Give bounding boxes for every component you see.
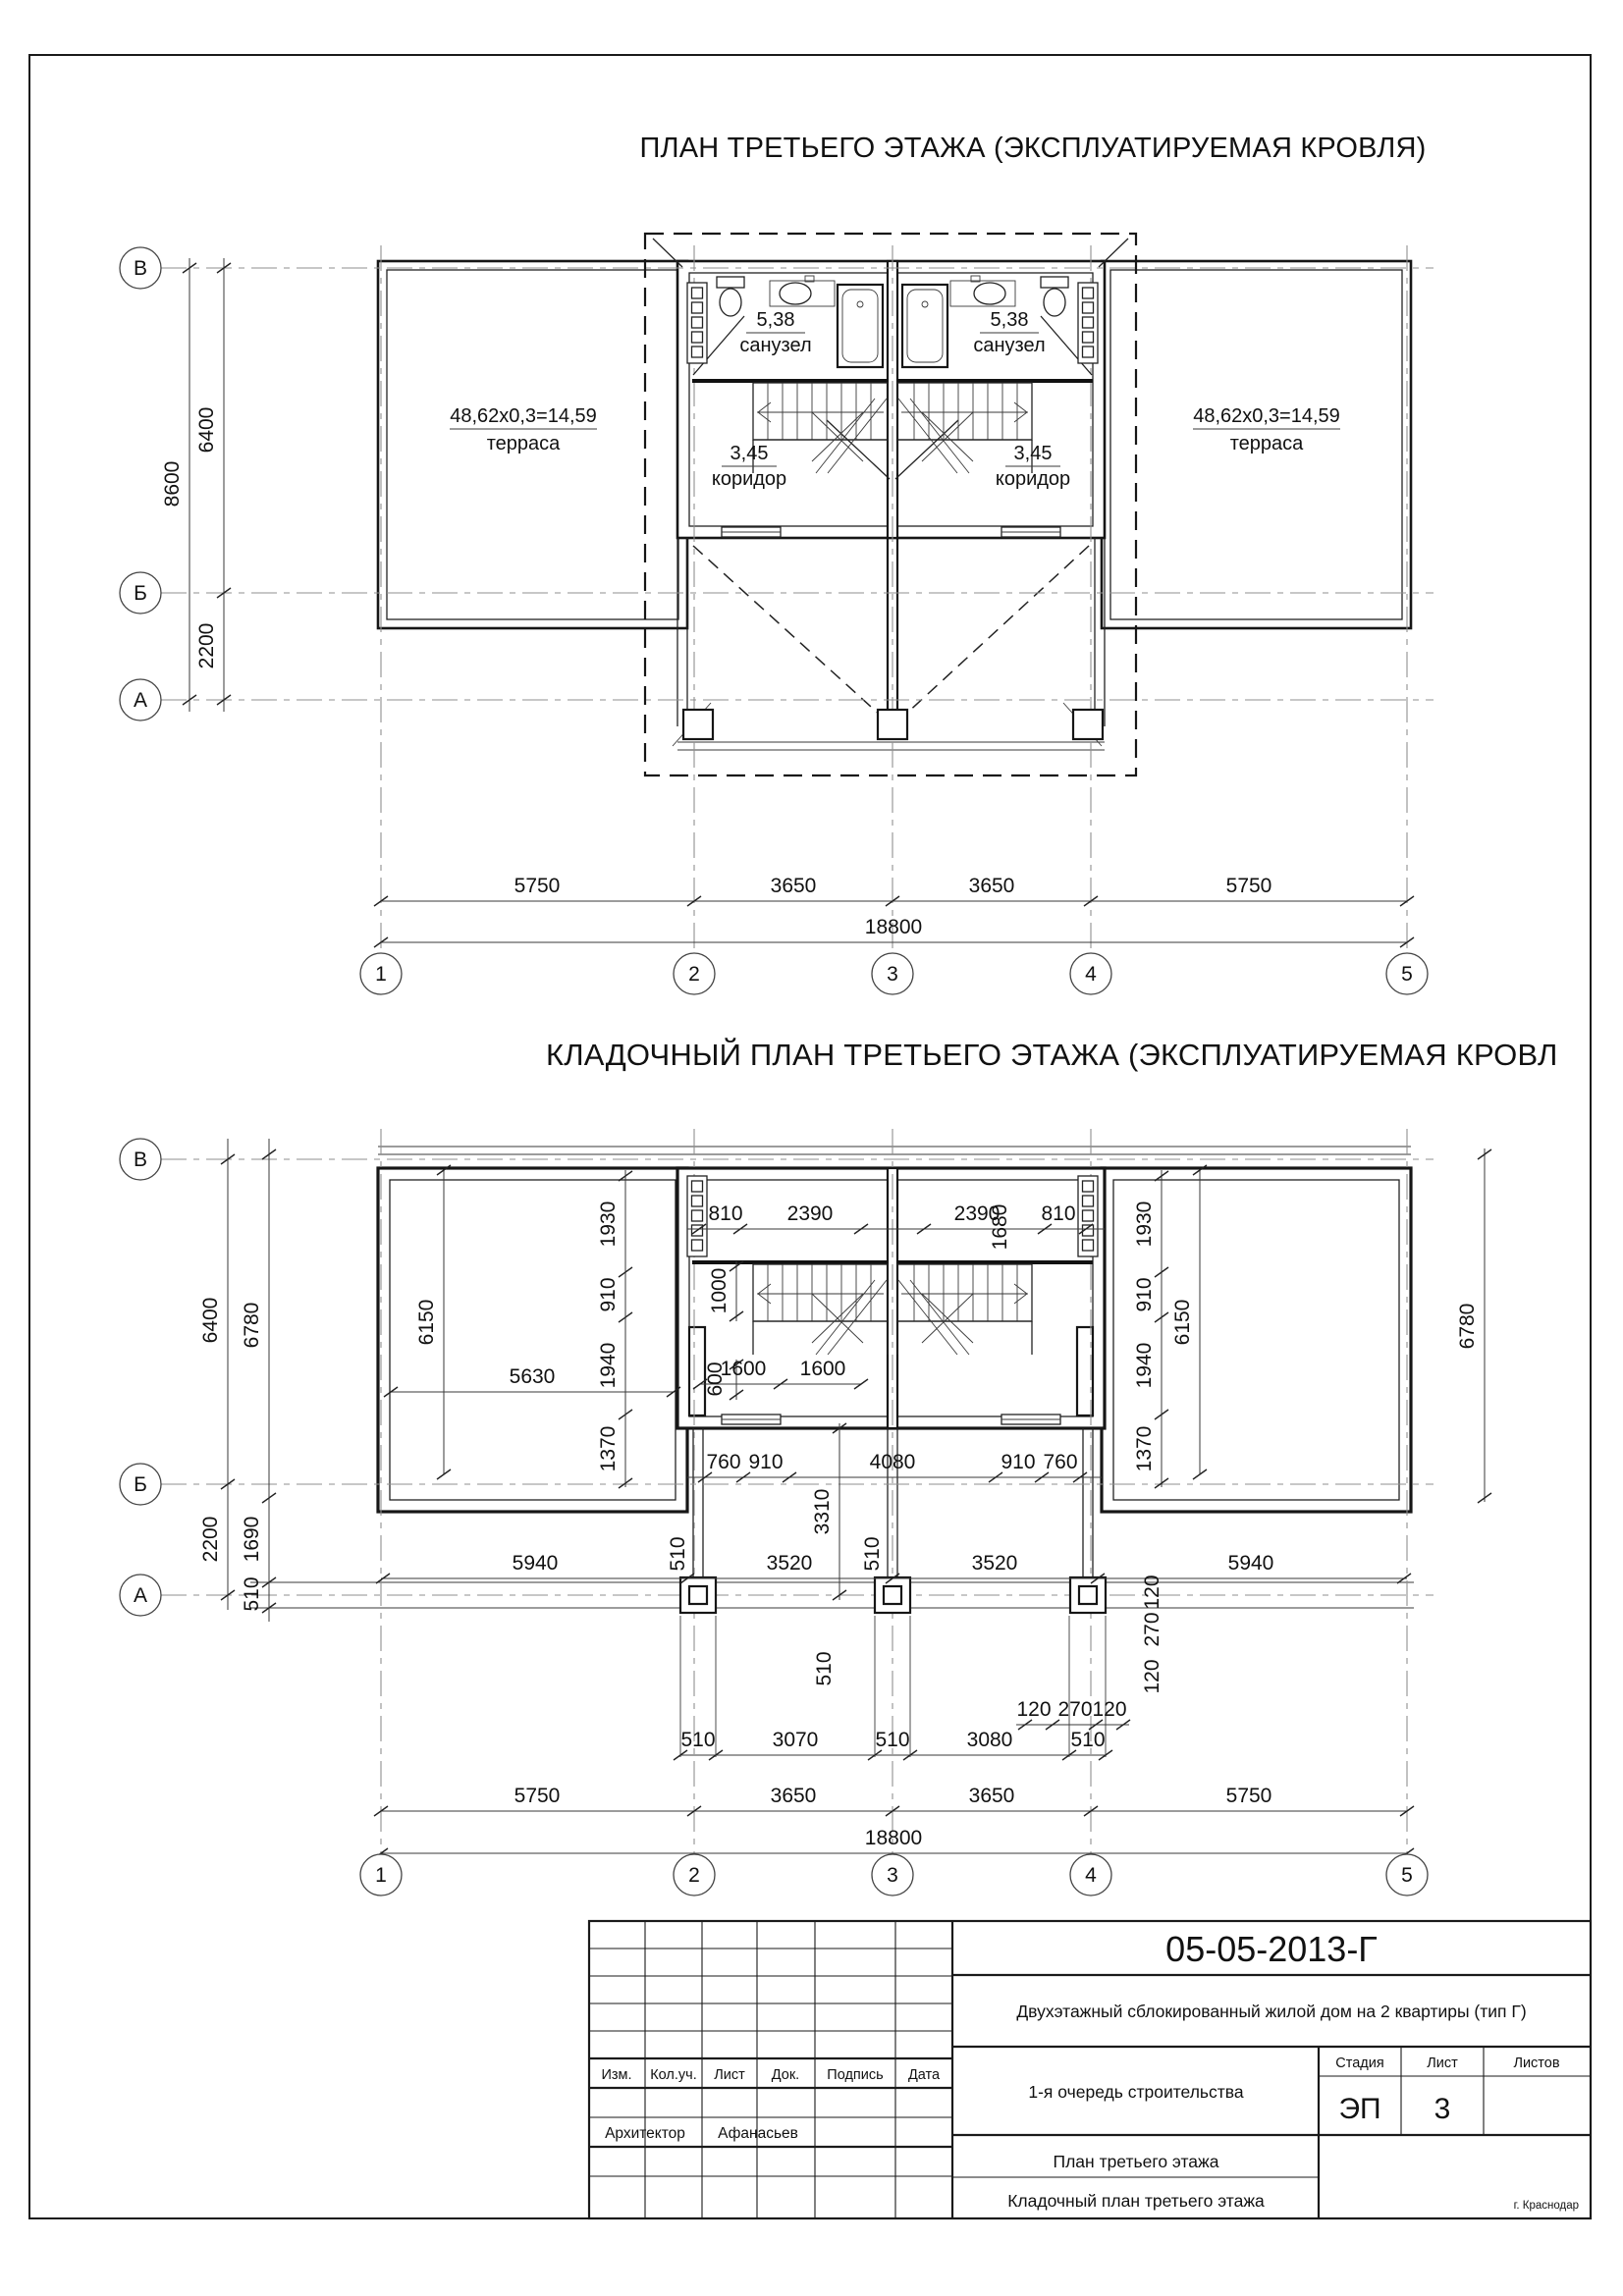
role-label: Архитектор [605, 2125, 685, 2142]
dim-label: 6150 [415, 1299, 438, 1346]
dim-label: 5750 [514, 1785, 561, 1807]
dim-label: 6150 [1171, 1299, 1194, 1346]
dim-label: 1930 [1133, 1201, 1156, 1248]
dim-label: 120 [1092, 1698, 1127, 1721]
axis-label: 2 [688, 963, 700, 986]
dim-label: 510 [861, 1536, 884, 1572]
room-area: 48,62x0,3=14,59 [450, 405, 597, 427]
room-area: 3,45 [1013, 443, 1053, 464]
dim-label: 3070 [772, 1729, 819, 1751]
dim-label: 910 [1133, 1277, 1156, 1312]
architect-name: Афанасьев [718, 2125, 798, 2142]
dim-label: 5750 [514, 875, 561, 897]
drawing-name-2: Кладочный план третьего этажа [1007, 2191, 1265, 2211]
signature-table [589, 1921, 952, 2218]
dim-label: 510 [667, 1536, 689, 1572]
room-area: 5,38 [990, 309, 1029, 331]
dim-label: 18800 [864, 1827, 923, 1849]
room-name: коридор [995, 468, 1071, 490]
dim-label: 1690 [241, 1516, 263, 1563]
dim-label: 1370 [1133, 1425, 1156, 1472]
dim-label: 510 [875, 1729, 910, 1751]
dim-label: 1680 [989, 1203, 1011, 1251]
drawing-name-1: План третьего этажа [1053, 2152, 1219, 2171]
dim-label: 120 [1141, 1659, 1163, 1694]
column [683, 710, 713, 739]
sheets-label: Листов [1513, 2056, 1560, 2071]
dim-label: 810 [1041, 1202, 1076, 1225]
dim-label: 910 [1001, 1451, 1036, 1473]
column-pad [680, 1577, 716, 1613]
dim-label: 2390 [953, 1202, 1001, 1225]
room-name: терраса [486, 433, 561, 454]
axis-label: Б [134, 582, 147, 605]
axis-label: 1 [375, 963, 387, 986]
column-pad [875, 1577, 910, 1613]
dim-label: 1600 [720, 1358, 767, 1380]
dim-label: 270 [1141, 1612, 1163, 1647]
dim-label: 18800 [864, 916, 923, 938]
axis-label: 4 [1085, 963, 1097, 986]
axis-label: 4 [1085, 1864, 1097, 1887]
dim-label: 270 [1057, 1698, 1093, 1721]
col-header: Док. [771, 2067, 800, 2083]
axis-label: 5 [1401, 1864, 1413, 1887]
room-name: коридор [711, 468, 787, 490]
vent-shaft-left [687, 1176, 707, 1256]
room-name: терраса [1229, 433, 1304, 454]
dim-label: 760 [1043, 1451, 1078, 1473]
dim-label: 8600 [161, 460, 184, 507]
dim-label: 3650 [770, 875, 817, 897]
col-header: Кол.уч. [650, 2067, 697, 2083]
vent-shaft-right [1078, 283, 1098, 363]
col-header: Подпись [827, 2067, 884, 2083]
dim-label: 510 [680, 1729, 716, 1751]
dim-label: 910 [597, 1277, 620, 1312]
dim-label: 3080 [966, 1729, 1013, 1751]
dim-label: 5750 [1225, 875, 1272, 897]
dim-label: 5750 [1225, 1785, 1272, 1807]
axis-label: 3 [887, 1864, 898, 1887]
sheet-value: 3 [1434, 2093, 1451, 2125]
dim-label: 510 [1070, 1729, 1106, 1751]
column [878, 710, 907, 739]
room-area: 3,45 [730, 443, 769, 464]
dim-label: 1600 [799, 1358, 846, 1380]
sheet-label: Лист [1427, 2056, 1458, 2071]
dim-label: 6780 [241, 1302, 263, 1349]
dim-label: 760 [706, 1451, 741, 1473]
dim-label: 5940 [1227, 1552, 1274, 1575]
dim-label: 6400 [195, 406, 218, 454]
info-area [952, 1929, 1591, 2218]
axis-label: В [133, 257, 148, 280]
title-block [589, 1921, 1591, 2218]
axis-label: А [133, 1584, 148, 1607]
room-area: 48,62x0,3=14,59 [1193, 405, 1340, 427]
col-header: Изм. [601, 2067, 632, 2083]
dim-label: 5940 [512, 1552, 559, 1575]
dim-label: 120 [1141, 1575, 1163, 1610]
dim-label: 910 [748, 1451, 784, 1473]
plan-title: ПЛАН ТРЕТЬЕГО ЭТАЖА (ЭКСПЛУАТИРУЕМАЯ КРОВЛЯ) [639, 133, 1427, 164]
stage-label: Стадия [1335, 2056, 1384, 2071]
doc-number: 05-05-2013-Г [1165, 1929, 1378, 1969]
dim-label: 5630 [509, 1365, 556, 1388]
dim-label: 2200 [195, 622, 218, 669]
axis-label: Б [134, 1473, 147, 1496]
construction-phase: 1-я очередь строительства [1028, 2082, 1244, 2102]
column [1073, 710, 1103, 739]
axis-label: 5 [1401, 963, 1413, 986]
dim-label: 600 [704, 1362, 727, 1397]
dim-label: 1000 [708, 1267, 730, 1314]
dim-label: 4080 [869, 1451, 916, 1473]
dim-label: 120 [1016, 1698, 1052, 1721]
axis-label: 3 [887, 963, 898, 986]
dim-label: 2200 [199, 1516, 222, 1563]
vent-shaft-left [687, 283, 707, 363]
vent-shaft-right [1078, 1176, 1098, 1256]
dim-label: 3650 [968, 875, 1015, 897]
project-name: Двухэтажный сблокированный жилой дом на 2 квартиры (тип Г) [1016, 2002, 1527, 2021]
dim-label: 3650 [770, 1785, 817, 1807]
axis-label: 1 [375, 1864, 387, 1887]
dim-label: 1940 [597, 1342, 620, 1389]
dim-label: 3310 [811, 1488, 834, 1535]
dim-label: 810 [708, 1202, 743, 1225]
axis-label: 2 [688, 1864, 700, 1887]
city-label: г. Краснодар [1513, 2200, 1579, 2212]
dim-label: 2390 [786, 1202, 834, 1225]
dim-label: 6780 [1456, 1303, 1479, 1350]
dim-label: 1370 [597, 1425, 620, 1472]
axis-label: А [133, 689, 148, 712]
dim-label: 6400 [199, 1297, 222, 1344]
plan-bottom [120, 1037, 1558, 1896]
dim-label: 1940 [1133, 1342, 1156, 1389]
masonry-title: КЛАДОЧНЫЙ ПЛАН ТРЕТЬЕГО ЭТАЖА (ЭКСПЛУАТИРУЕМАЯ КРОВЛ [546, 1038, 1558, 1072]
axis-label: В [133, 1148, 148, 1171]
column-pad [1070, 1577, 1106, 1613]
room-name: санузел [739, 335, 812, 356]
dim-label: 1930 [597, 1201, 620, 1248]
stage-value: ЭП [1338, 2093, 1381, 2125]
dim-label: 3650 [968, 1785, 1015, 1807]
dim-label: 510 [813, 1651, 836, 1686]
dim-label: 510 [241, 1576, 263, 1612]
room-name: санузел [973, 335, 1046, 356]
col-header: Лист [714, 2067, 745, 2083]
dim-label: 3520 [971, 1552, 1018, 1575]
col-header: Дата [907, 2067, 941, 2083]
room-area: 5,38 [756, 309, 795, 331]
plan-top [120, 133, 1434, 994]
dim-label: 3520 [766, 1552, 813, 1575]
